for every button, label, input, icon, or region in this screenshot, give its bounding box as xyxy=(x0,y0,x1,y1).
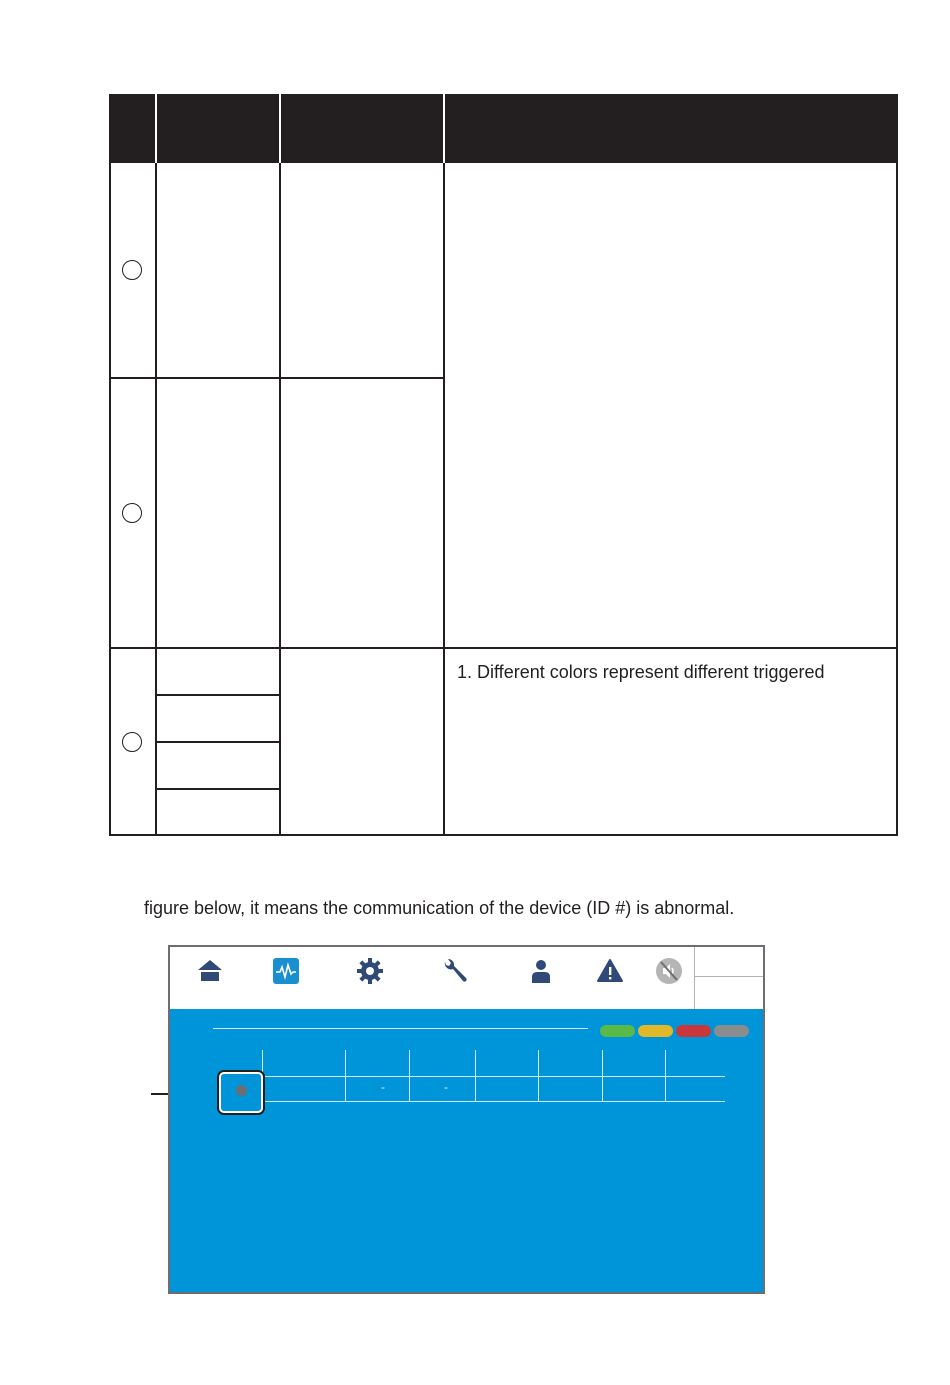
table-border-right xyxy=(896,163,898,836)
status-box-divider xyxy=(695,976,764,977)
wrench-icon[interactable] xyxy=(441,957,469,985)
sub-row-divider xyxy=(155,788,281,790)
sub-row-divider xyxy=(155,694,281,696)
title-underline xyxy=(213,1028,588,1029)
abnormal-status-highlight xyxy=(219,1072,263,1113)
toolbar xyxy=(170,947,763,1009)
description-text: 1. Different colors represent different triggered xyxy=(457,662,825,682)
monitor-icon[interactable] xyxy=(272,957,300,985)
grid-row-line xyxy=(262,1101,725,1102)
toolbar-status-box xyxy=(694,947,763,1009)
table-col-divider xyxy=(443,163,445,836)
mute-icon[interactable] xyxy=(655,957,683,985)
row-divider xyxy=(109,377,445,379)
grid-row-line xyxy=(262,1076,725,1077)
header-separator xyxy=(155,94,157,163)
body-paragraph: figure below, it means the communication of the device (ID #) is abnormal. xyxy=(144,898,735,918)
legend-green xyxy=(600,1025,635,1037)
legend-yellow xyxy=(638,1025,673,1037)
header-separator xyxy=(443,94,445,163)
table-border-left xyxy=(109,163,111,836)
table-col-divider xyxy=(279,163,281,836)
table-header xyxy=(109,94,898,163)
row-divider xyxy=(109,647,898,649)
table-cell-value: - xyxy=(444,1080,448,1094)
row-number-marker xyxy=(122,732,142,752)
row-number-marker xyxy=(122,503,142,523)
user-icon[interactable] xyxy=(527,957,555,985)
device-screen xyxy=(168,945,765,1294)
table-cell-value: - xyxy=(381,1080,385,1094)
table-border-bottom xyxy=(109,834,898,836)
sub-row-divider xyxy=(155,741,281,743)
row-number-marker xyxy=(122,260,142,280)
legend-red xyxy=(676,1025,711,1037)
settings-gear-icon[interactable] xyxy=(356,957,384,985)
warning-icon[interactable] xyxy=(596,957,624,985)
home-icon[interactable] xyxy=(196,957,224,985)
table-col-divider xyxy=(155,163,157,836)
legend-gray xyxy=(714,1025,749,1037)
header-separator xyxy=(279,94,281,163)
